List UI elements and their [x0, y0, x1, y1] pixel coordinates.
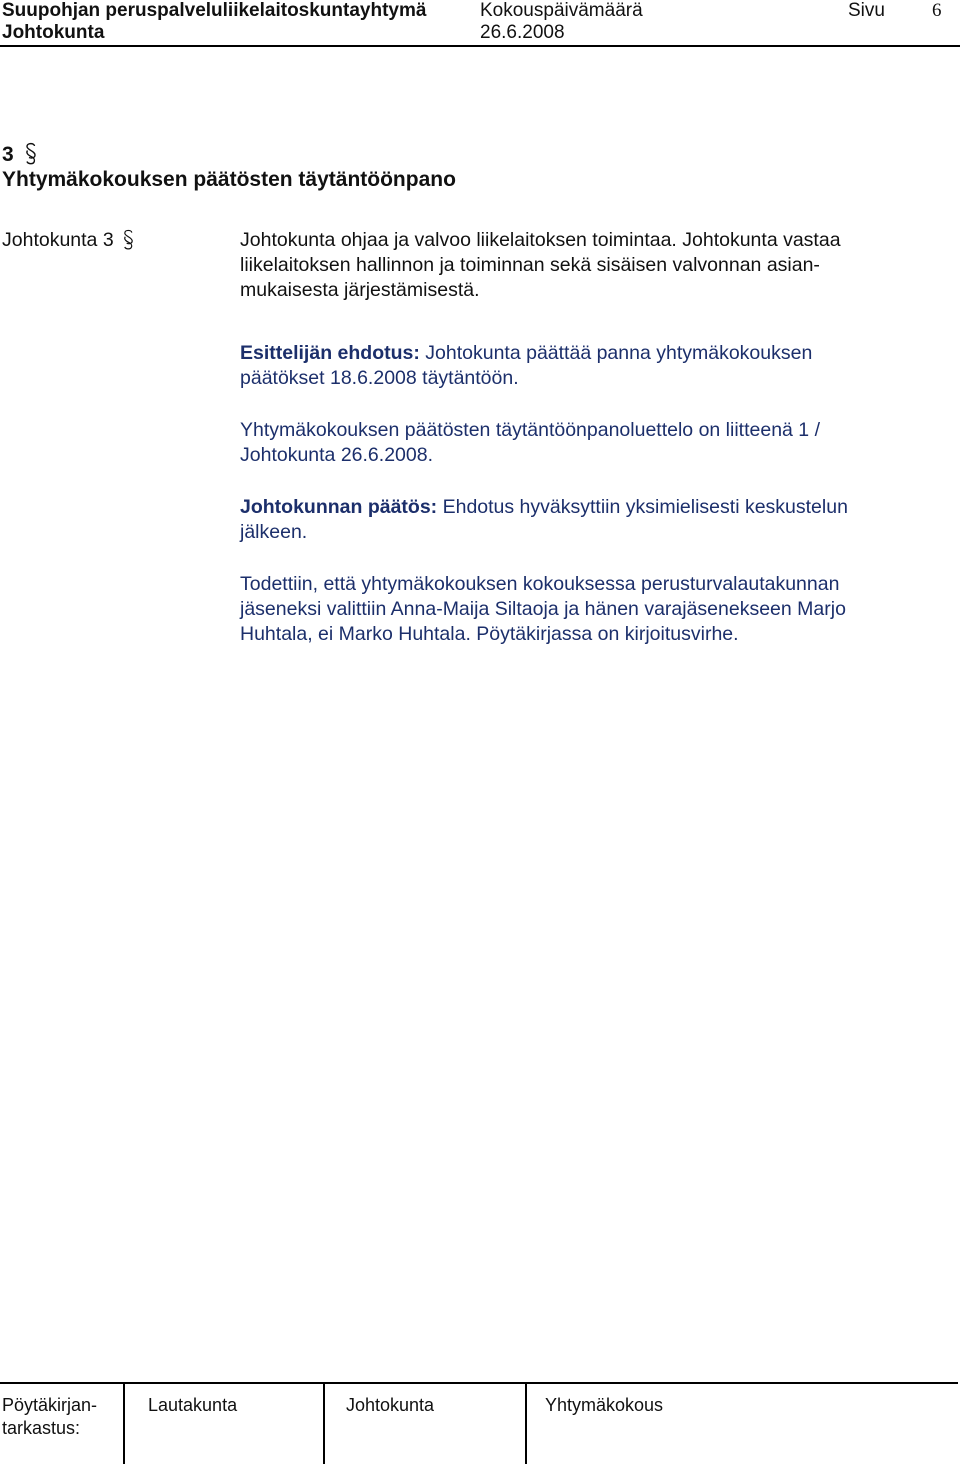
footer-column-yhtymakokous: Yhtymäkokous	[545, 1395, 664, 1415]
paragraph-line: liikelaitoksen hallinnon ja toiminnan sekä sisäisen valvonnan asian-	[240, 254, 820, 276]
proposal-label: Esittelijän ehdotus:	[240, 342, 420, 364]
footer-divider	[0, 1382, 958, 1384]
paragraph-line: Johtokunta ohjaa ja valvoo liikelaitoksen toimintaa. Johtokunta vastaa	[240, 229, 841, 251]
footer-column-separator	[525, 1384, 527, 1464]
attachment-paragraph	[240, 418, 955, 468]
proposal-text: päätökset 18.6.2008 täytäntöön.	[240, 367, 519, 389]
header-page-number: 6	[932, 0, 942, 21]
decision-text: jälkeen.	[240, 521, 308, 543]
section-heading	[2, 141, 38, 168]
header-divider	[0, 45, 960, 47]
footer-reviewer-label-line1: Pöytäkirjan-	[2, 1395, 98, 1415]
decision-label: Johtokunnan päätös:	[240, 496, 438, 518]
section-number: 3	[2, 143, 14, 166]
header-page-label: Sivu	[848, 0, 885, 21]
paragraph-line: Todettiin, että yhtymäkokouksen kokouksessa perusturvalautakunnan	[240, 573, 840, 595]
header-date-label: Kokouspäivämäärä	[480, 0, 643, 21]
footer-column-separator	[123, 1384, 125, 1464]
footer-column-lautakunta: Lautakunta	[148, 1395, 238, 1415]
paragraph-line: Huhtala, ei Marko Huhtala. Pöytäkirjassa on kirjoitusvirhe.	[240, 623, 739, 645]
paragraph-intro	[240, 228, 955, 303]
case-reference-text: Johtokunta 3	[2, 229, 114, 251]
footer-column-johtokunta: Johtokunta	[346, 1395, 435, 1415]
section-sign-icon	[122, 228, 135, 252]
footer-column-separator	[323, 1384, 325, 1464]
paragraph-line: Yhtymäkokouksen päätösten täytäntöönpanoluettelo on liitteenä 1 /	[240, 419, 820, 441]
section-sign-icon	[24, 141, 38, 167]
proposal-paragraph	[240, 341, 955, 391]
decision-paragraph	[240, 495, 955, 545]
footer-reviewer-label-line2: tarkastus:	[2, 1418, 81, 1438]
note-paragraph	[240, 572, 955, 647]
case-reference	[2, 228, 135, 253]
paragraph-line: mukaisesta järjestämisestä.	[240, 279, 480, 301]
header-body-name: Johtokunta	[2, 22, 105, 43]
proposal-text: Johtokunta päättää panna yhtymäkokouksen	[419, 342, 813, 364]
header-organization: Suupohjan peruspalveluliikelaitoskuntayhtymä	[2, 0, 427, 21]
section-title: Yhtymäkokouksen päätösten täytäntöönpano	[2, 168, 456, 191]
paragraph-line: jäseneksi valittiin Anna-Maija Siltaoja ja hänen varajäsenekseen Marjo	[240, 598, 846, 620]
paragraph-line: Johtokunta 26.6.2008.	[240, 444, 433, 466]
decision-text: Ehdotus hyväksyttiin yksimielisesti keskustelun	[437, 496, 848, 518]
header-date-value: 26.6.2008	[480, 22, 565, 43]
